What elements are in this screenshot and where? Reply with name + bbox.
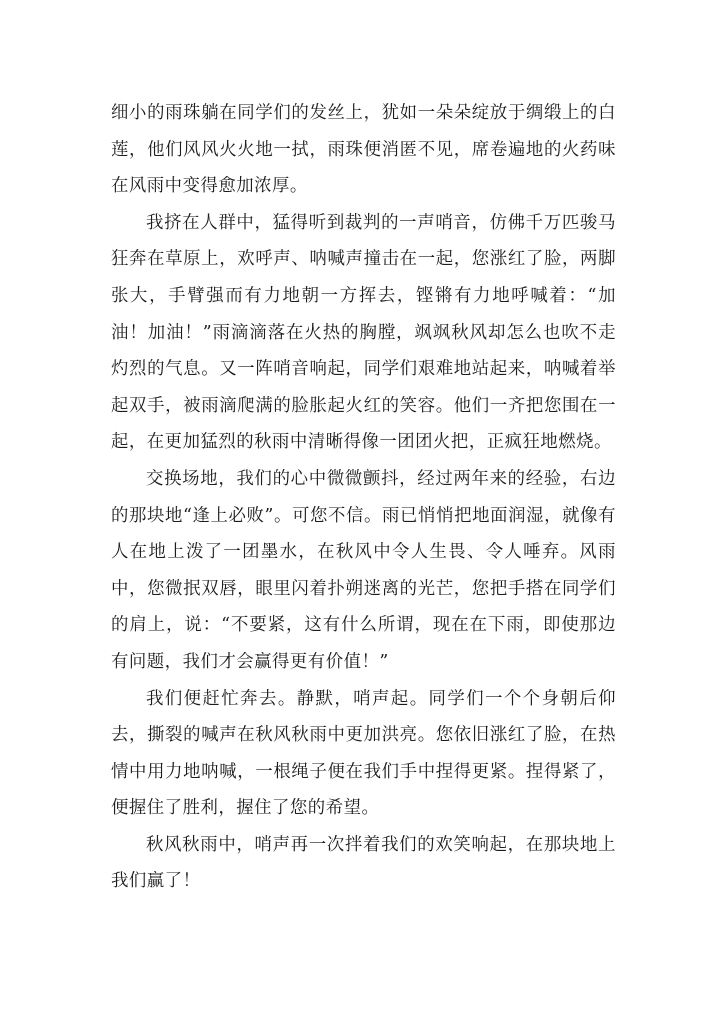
essay-body <box>111 95 616 900</box>
paragraph-4: 我们便赶忙奔去。静默，哨声起。同学们一个个身朝后仰去，撕裂的喊声在秋风秋雨中更加洪亮。您依旧涨红了脸，在热情中用力地呐喊，一根绳子便在我们手中捏得更紧。捏得紧了，便握住了胜利，握住了您的希望。 <box>111 688 616 819</box>
paragraph-1: 细小的雨珠躺在同学们的发丝上，犹如一朵朵绽放于绸缎上的白莲，他们风风火火地一拭，雨珠便消匿不见，席卷遍地的火药味在风雨中变得愈加浓厚。 <box>111 103 616 197</box>
paragraph-5: 秋风秋雨中，哨声再一次拌着我们的欢笑响起，在那块地上我们赢了！ <box>111 834 616 892</box>
paragraph-3: 交换场地，我们的心中微微颤抖，经过两年来的经验，右边的那块地“逢上必败”。可您不信。雨已悄悄把地面润湿，就像有人在地上泼了一团墨水，在秋风中令人生畏、令人唾弃。风雨中，您微抿双唇，眼里闪着扑朔迷离的光芒，您把手搭在同学们的肩上，说：“不要紧，这有什么所谓，现在在下雨，即使那边有问题，我们才会赢得更有价值！” <box>111 468 616 672</box>
paragraph-2: 我挤在人群中，猛得听到裁判的一声哨音，仿佛千万匹骏马狂奔在草原上，欢呼声、呐喊声撞击在一起，您涨红了脸，两脚张大，手臂强而有力地朝一方挥去，铿锵有力地呼喊着：“加油！加油！”雨滴滴落在火热的胸膛，飒飒秋风却怎么也吹不走灼烈的气息。又一阵哨音响起，同学们艰难地站起来，呐喊着举起双手，被雨滴爬满的脸胀起火红的笑容。他们一齐把您围在一起，在更加猛烈的秋雨中清晰得像一团团火把，正疯狂地燃烧。 <box>111 212 616 453</box>
